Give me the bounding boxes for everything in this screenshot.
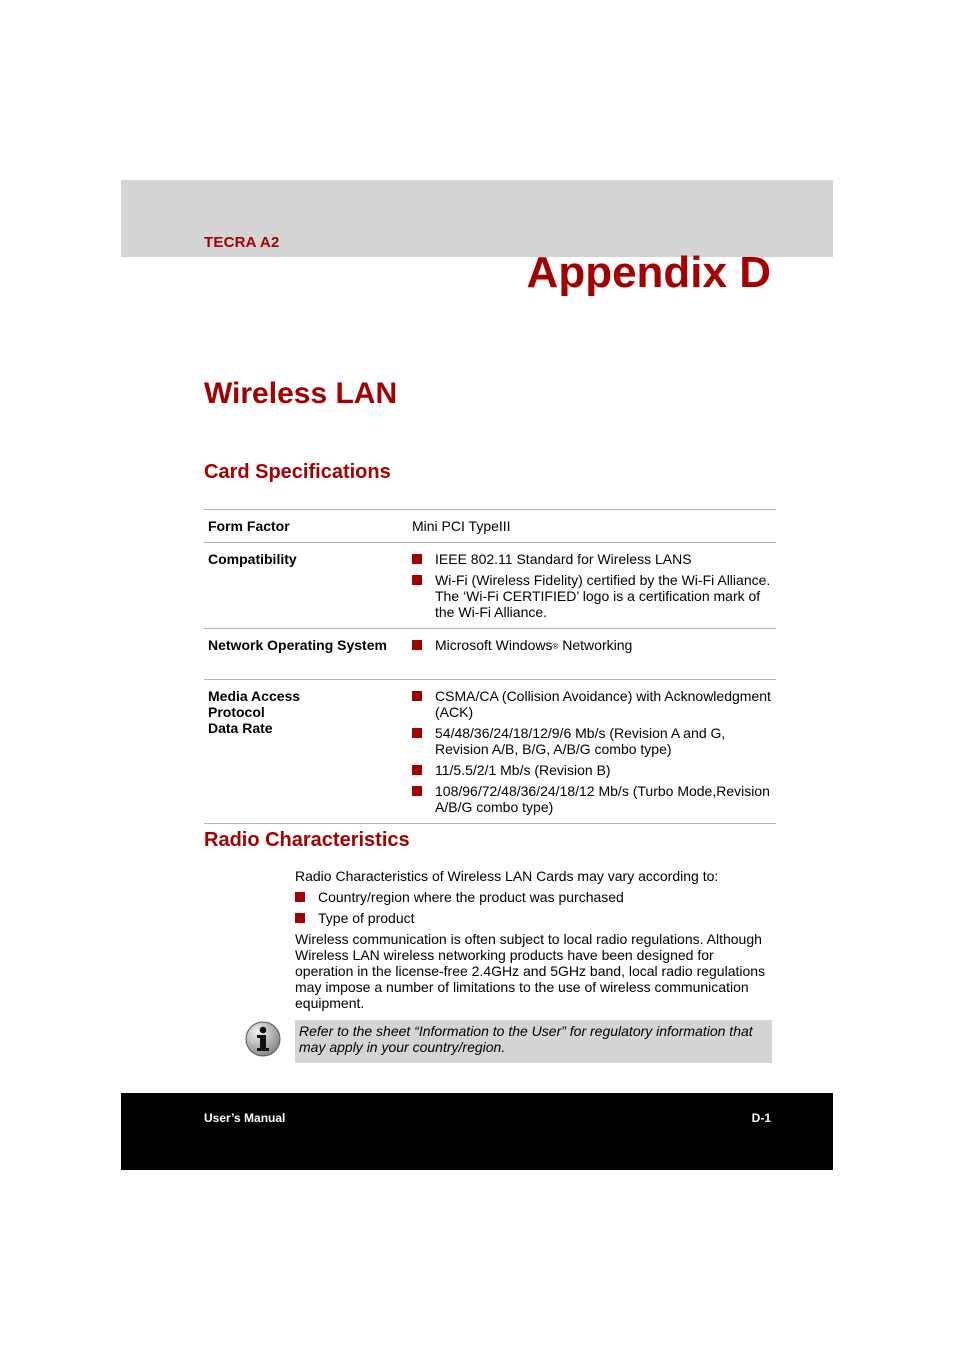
table-row [204,510,776,543]
bullet-icon [412,728,422,738]
bullet-icon [412,575,422,585]
spec-table [204,509,776,824]
bullet-icon [295,913,305,923]
section-title: Wireless LAN [204,377,398,410]
row-label: Compatibility [208,551,297,567]
list-item: Microsoft Windows® Networking [412,637,776,655]
row-value: Mini PCI TypeIII [412,518,511,534]
row-label: Network Operating System [208,637,387,653]
registered-mark: ® [552,642,559,651]
list-item: Country/region where the product was purchased [295,889,773,905]
bullet-icon [412,640,422,650]
bullet-icon [412,554,422,564]
bullet-icon [412,786,422,796]
list-item: 108/96/72/48/36/24/18/12 Mb/s (Turbo Mode,Revision A/B/G combo type) [412,783,776,815]
list-item: IEEE 802.11 Standard for Wireless LANS [412,551,776,567]
note-box: Refer to the sheet “Information to the User” for regulatory information that may apply in your country/region. [295,1020,772,1063]
bullet-icon [412,765,422,775]
row-label: Form Factor [208,518,290,534]
table-row [204,543,776,629]
list-item: 54/48/36/24/18/12/9/6 Mb/s (Revision A and G, Revision A/B, B/G, A/B/G combo type) [412,725,776,757]
bullet-icon [295,892,305,902]
list-item: Wi-Fi (Wireless Fidelity) certified by the Wi-Fi Alliance. The ‘Wi-Fi CERTIFIED’ logo is a certification mark of the Wi-Fi Alliance. [412,572,776,620]
radio-body: Wireless communication is often subject to local radio regulations. Although Wireless LAN wireless networking products have been designed for operation in the license-free 2.4GHz and 5GHz band, local radio regulations may impose a number of limitations to the use of wireless communication equipment. [295,931,766,1011]
radio-heading: Radio Characteristics [204,829,410,851]
list-item: Type of product [295,910,773,926]
page-number: D-1 [751,1111,771,1125]
row-label: Media Access Protocol Data Rate [208,688,301,736]
bullet-icon [412,691,422,701]
table-row [204,680,776,824]
info-icon [244,1020,282,1058]
card-specs-heading: Card Specifications [204,461,391,483]
footer-manual-title: User’s Manual [204,1111,286,1125]
footer-band [121,1093,833,1170]
product-name: TECRA A2 [204,234,280,251]
radio-intro: Radio Characteristics of Wireless LAN Cards may vary according to: [295,868,719,884]
list-item: CSMA/CA (Collision Avoidance) with Acknowledgment (ACK) [412,688,776,720]
radio-section [295,868,773,1011]
chapter-title: Appendix D [526,248,771,297]
table-row [204,629,776,680]
list-item: 11/5.5/2/1 Mb/s (Revision B) [412,762,776,778]
